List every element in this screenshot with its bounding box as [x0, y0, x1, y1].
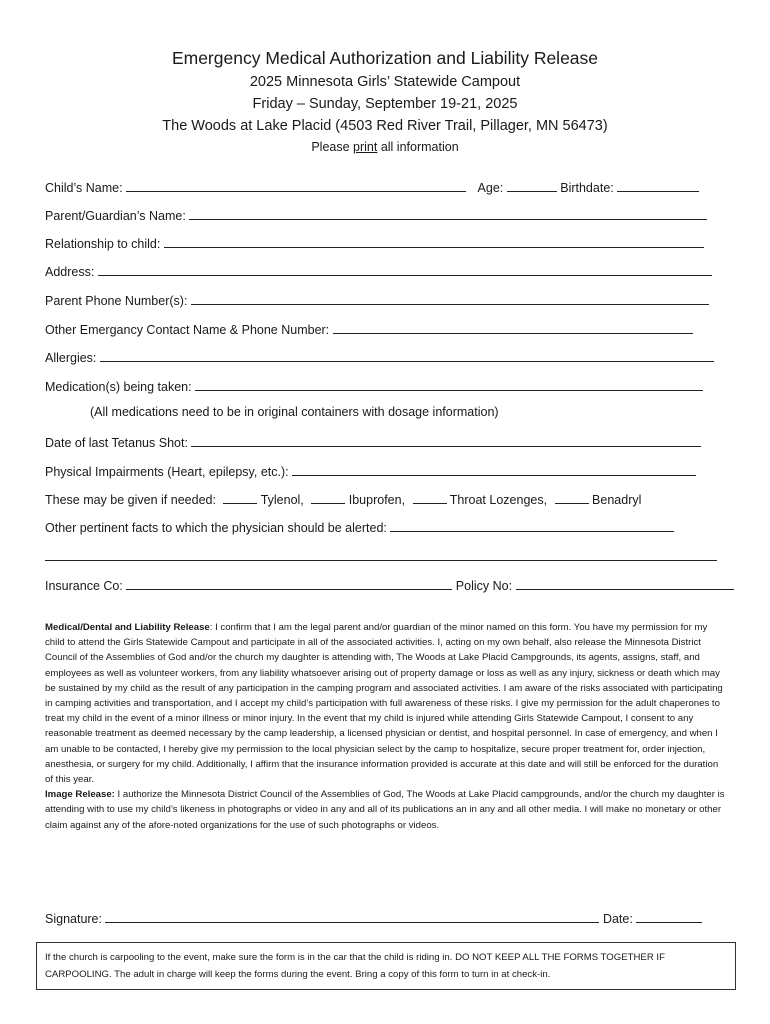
relationship-row — [45, 234, 704, 251]
print-instruction — [0, 140, 770, 154]
print-post: all information — [377, 140, 459, 154]
policy-field[interactable] — [516, 576, 734, 590]
benadryl-label: Benadryl — [592, 493, 642, 507]
medical-release-heading: Medical/Dental and Liability Release — [45, 622, 210, 633]
other-contact-field[interactable] — [333, 320, 693, 334]
age-label: Age: — [477, 181, 504, 195]
child-row — [45, 178, 699, 195]
benadryl-blank[interactable] — [555, 490, 589, 504]
tetanus-row — [45, 433, 701, 450]
address-row — [45, 262, 712, 279]
date-field[interactable] — [636, 909, 702, 923]
signature-label: Signature: — [45, 912, 102, 926]
tylenol-blank[interactable] — [223, 490, 257, 504]
print-pre: Please — [311, 140, 354, 154]
pertinent-continuation-row — [45, 547, 717, 564]
parent-phone-label: Parent Phone Number(s): — [45, 294, 188, 308]
parent-phone-field[interactable] — [191, 291, 709, 305]
tetanus-field[interactable] — [191, 433, 701, 447]
image-release-heading: Image Release: — [45, 789, 115, 801]
signature-row — [45, 909, 702, 926]
pertinent-label: Other pertinent facts to which the physician should be alerted: — [45, 521, 387, 535]
impairments-row — [45, 462, 696, 479]
other-contact-label: Other Emergancy Contact Name & Phone Number: — [45, 323, 330, 337]
tetanus-label: Date of last Tetanus Shot: — [45, 436, 188, 450]
allergies-row — [45, 348, 714, 365]
ibuprofen-label: Ibuprofen, — [348, 493, 406, 507]
pertinent-row — [45, 518, 674, 535]
medical-release-text: : I confirm that I am the legal parent and/or guardian of the minor named on this form. You have my permission for my child to attend the Girls Statewide Campout and participate in all of the associated activities. I, acting on my own behalf, also release the Minnesota District Council of the Assemblies of God and/or the church my daughter is attending with, The Woods at Lake Placid Campgrounds, its agents, assigns, staff, and employees as well as volunteer workers, from any liability whatsoever arising out of property damage or loss as well as any injury, sickness or death which may be sustained by my child as the result of any participation in the camping program and associated activities. I am aware of the risks associated with participating in camping activities and transportation, and I accept my child’s participation with full awareness of these risks. I give my permission for the adult chaperones to treat my child in the event of a minor illness or minor injury. In the event that my child is injured while attending Girls Statewide Campout, I consent to any reasonable treatment as deemed necessary by the camp leadership, a licensed physician or dentist, and hospital personnel. In case of emergency, and when I am unable to be contacted, I hereby give my permission to the local physician select by the camp to hospitalize, secure proper treatment for, order injection, anesthesia, or surgery for my child. Additionally, I affirm that the insurance information provided is accurate at this date and will still be enforced for the duration of this year. — [45, 622, 723, 786]
medications-label: Medication(s) being taken: — [45, 380, 192, 394]
parent-phone-row — [45, 291, 709, 308]
other-contact-row — [45, 320, 693, 337]
insurance-row — [45, 576, 734, 593]
insurance-field[interactable] — [126, 576, 452, 590]
pertinent-field[interactable] — [390, 518, 674, 532]
parent-name-field[interactable] — [189, 206, 707, 220]
allergies-field[interactable] — [100, 348, 714, 362]
impairments-field[interactable] — [292, 462, 696, 476]
allergies-label: Allergies: — [45, 351, 97, 365]
age-field[interactable] — [507, 178, 557, 192]
parent-row — [45, 206, 707, 223]
event-dates: Friday – Sunday, September 19-21, 2025 — [252, 96, 518, 112]
birthdate-label: Birthdate: — [560, 181, 614, 195]
medication-note: (All medications need to be in original containers with dosage information) — [90, 405, 499, 419]
image-release-text: I authorize the Minnesota District Council of the Assemblies of God, The Woods at Lake Placid campgrounds, and/or the church my daughter is attending with to use my child’s likeness in photographs or video in any and all of its publications an in any and all other media. I will make no monetary or other claim against any of the afore-noted organizations for the use of such photographs or videos. — [45, 789, 725, 831]
policy-label: Policy No: — [455, 579, 513, 593]
date-label: Date: — [602, 912, 633, 926]
child-name-label: Child’s Name: — [45, 181, 123, 195]
event-name: 2025 Minnesota Girls’ Statewide Campout — [249, 74, 521, 90]
pertinent-field-line2[interactable] — [45, 547, 717, 561]
address-field[interactable] — [98, 262, 712, 276]
birthdate-field[interactable] — [617, 178, 699, 192]
ibuprofen-blank[interactable] — [311, 490, 345, 504]
event-location: The Woods at Lake Placid (4503 Red River Trail, Pillager, MN 56473) — [162, 118, 608, 134]
impairments-label: Physical Impairments (Heart, epilepsy, etc.): — [45, 465, 289, 479]
lozenges-label: Throat Lozenges, — [449, 493, 548, 507]
print-word: print — [353, 140, 378, 154]
tylenol-label: Tylenol, — [260, 493, 304, 507]
medications-row — [45, 377, 703, 394]
form-title: Emergency Medical Authorization and Liability Release — [171, 48, 599, 68]
address-label: Address: — [45, 265, 95, 279]
signature-field[interactable] — [105, 909, 599, 923]
relationship-label: Relationship to child: — [45, 237, 161, 251]
relationship-field[interactable] — [164, 234, 704, 248]
insurance-label: Insurance Co: — [45, 579, 123, 593]
lozenges-blank[interactable] — [413, 490, 447, 504]
medications-field[interactable] — [195, 377, 703, 391]
carpool-notice: If the church is carpooling to the event, make sure the form is in the car that the child is riding in. DO NOT KEEP ALL THE FORMS TOGETHER IF CARPOOLING. The adult in charge will keep the forms during the event. Bring a copy of this form to turn in at check-in. — [36, 942, 736, 990]
child-name-field[interactable] — [126, 178, 466, 192]
otc-meds-row — [45, 490, 641, 507]
parent-name-label: Parent/Guardian’s Name: — [45, 209, 186, 223]
release-paragraph — [45, 620, 725, 833]
otc-intro-label: These may be given if needed: — [45, 493, 216, 507]
